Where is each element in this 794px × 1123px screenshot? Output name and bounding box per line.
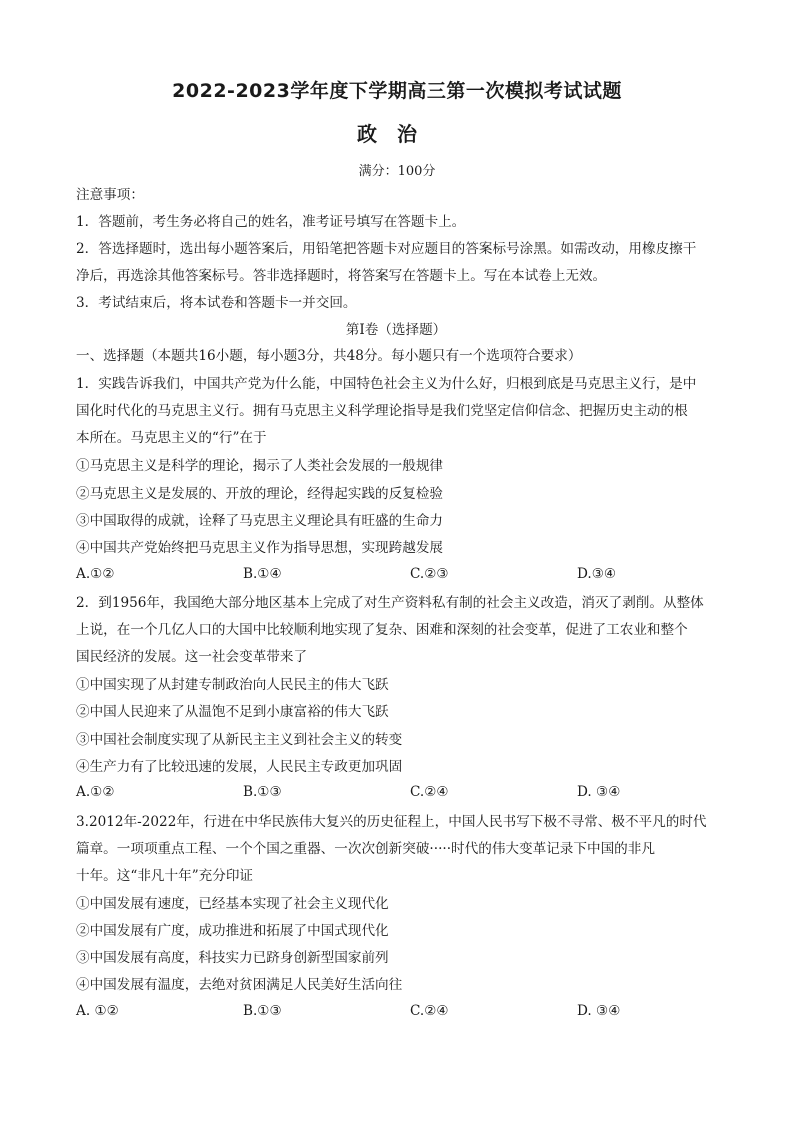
q3-option-d[interactable]: D. ③④ <box>577 1003 621 1019</box>
q1-option-d[interactable]: D.③④ <box>577 566 617 582</box>
q2-stem-line-1: 2．到1956年，我国绝大部分地区基本上完成了对生产资料私有制的社会主义改造，消灭了剥削。从整体 <box>76 595 704 611</box>
q2-item-1: ①中国实现了从封建专制政治向人民民主的伟大飞跃 <box>76 677 389 693</box>
q2-stem-line-2: 上说，在一个几亿人口的大国中比较顺利地实现了复杂、困难和深刻的社会变革，促进了工农业和整个 <box>76 622 688 638</box>
q2-option-b[interactable]: B.①③ <box>243 784 282 800</box>
volume-heading: 第Ⅰ卷（选择题） <box>345 322 447 338</box>
q3-item-2: ②中国发展有广度，成功推进和拓展了中国式现代化 <box>76 923 389 939</box>
q2-option-d[interactable]: D. ③④ <box>577 784 621 800</box>
q2-options <box>76 784 716 804</box>
q3-option-b[interactable]: B.①③ <box>243 1003 282 1019</box>
q3-option-a[interactable]: A. ①② <box>76 1003 119 1019</box>
notes-heading: 注意事项： <box>76 187 144 203</box>
q1-stem-line-1: 1．实践告诉我们，中国共产党为什么能，中国特色社会主义为什么好，归根到底是马克思主义行，是中 <box>76 376 697 392</box>
q1-options <box>76 566 716 586</box>
q1-item-4: ④中国共产党始终把马克思主义作为指导思想，实现跨越发展 <box>76 540 444 556</box>
q3-stem-line-1: 3.2012年-2022年，行进在中华民族伟大复兴的历史征程上，中国人民书写下极不寻常、极不平凡的时代 <box>76 814 707 830</box>
q1-stem-line-2: 国化时代化的马克思主义行。拥有马克思主义科学理论指导是我们党坚定信仰信念、把握历史主动的根 <box>76 403 688 419</box>
q3-stem-line-3: 十年。这“非凡十年”充分印证 <box>76 868 254 884</box>
q1-stem-line-3: 本所在。马克思主义的“行”在于 <box>76 430 267 446</box>
q2-item-2: ②中国人民迎来了从温饱不足到小康富裕的伟大飞跃 <box>76 704 389 720</box>
q2-option-a[interactable]: A.①② <box>76 784 115 800</box>
q3-item-4: ④中国发展有温度，去绝对贫困满足人民美好生活向往 <box>76 977 403 993</box>
q2-item-4: ④生产力有了比较迅速的发展，人民民主专政更加巩固 <box>76 759 403 775</box>
q2-item-3: ③中国社会制度实现了从新民主主义到社会主义的转变 <box>76 732 403 748</box>
q3-item-3: ③中国发展有高度，科技实力已跻身创新型国家前列 <box>76 950 389 966</box>
q1-option-b[interactable]: B.①④ <box>243 566 282 582</box>
full-score: 满分：100分 <box>358 164 436 179</box>
section-instruction: 一、选择题（本题共16小题，每小题3分，共48分。每小题只有一个选项符合要求） <box>76 348 582 364</box>
q1-option-c[interactable]: C.②③ <box>410 566 449 582</box>
q1-option-a[interactable]: A.①② <box>76 566 115 582</box>
q3-option-c[interactable]: C.②④ <box>410 1003 449 1019</box>
q3-item-1: ①中国发展有速度，已经基本实现了社会主义现代化 <box>76 896 389 912</box>
q3-stem-line-2: 篇章。一项项重点工程、一个个国之重器、一次次创新突破·····时代的伟大变革记录下中国的非凡 <box>76 841 655 857</box>
exam-title: 2022-2023学年度下学期高三第一次模拟考试试题 <box>172 80 622 102</box>
q1-item-3: ③中国取得的成就，诠释了马克思主义理论具有旺盛的生命力 <box>76 513 444 529</box>
notes-item-2-line-2: 净后，再选涂其他答案标号。答非选择题时，将答案写在答题卡上。写在本试卷上无效。 <box>76 268 607 284</box>
notes-item-1: 1．答题前，考生务必将自己的姓名，准考证号填写在答题卡上。 <box>76 214 466 230</box>
q2-option-c[interactable]: C.②④ <box>410 784 449 800</box>
exam-subject: 政治 <box>357 122 437 146</box>
notes-item-2-line-1: 2．答选择题时，选出每小题答案后，用铅笔把答题卡对应题目的答案标号涂黑。如需改动，用橡皮擦干 <box>76 241 697 257</box>
notes-item-3: 3．考试结束后，将本试卷和答题卡一并交回。 <box>76 295 357 311</box>
q3-options <box>76 1003 716 1023</box>
q1-item-1: ①马克思主义是科学的理论，揭示了人类社会发展的一般规律 <box>76 458 444 474</box>
q1-item-2: ②马克思主义是发展的、开放的理论，经得起实践的反复检验 <box>76 486 444 502</box>
q2-stem-line-3: 国民经济的发展。这一社会变革带来了 <box>76 649 308 665</box>
